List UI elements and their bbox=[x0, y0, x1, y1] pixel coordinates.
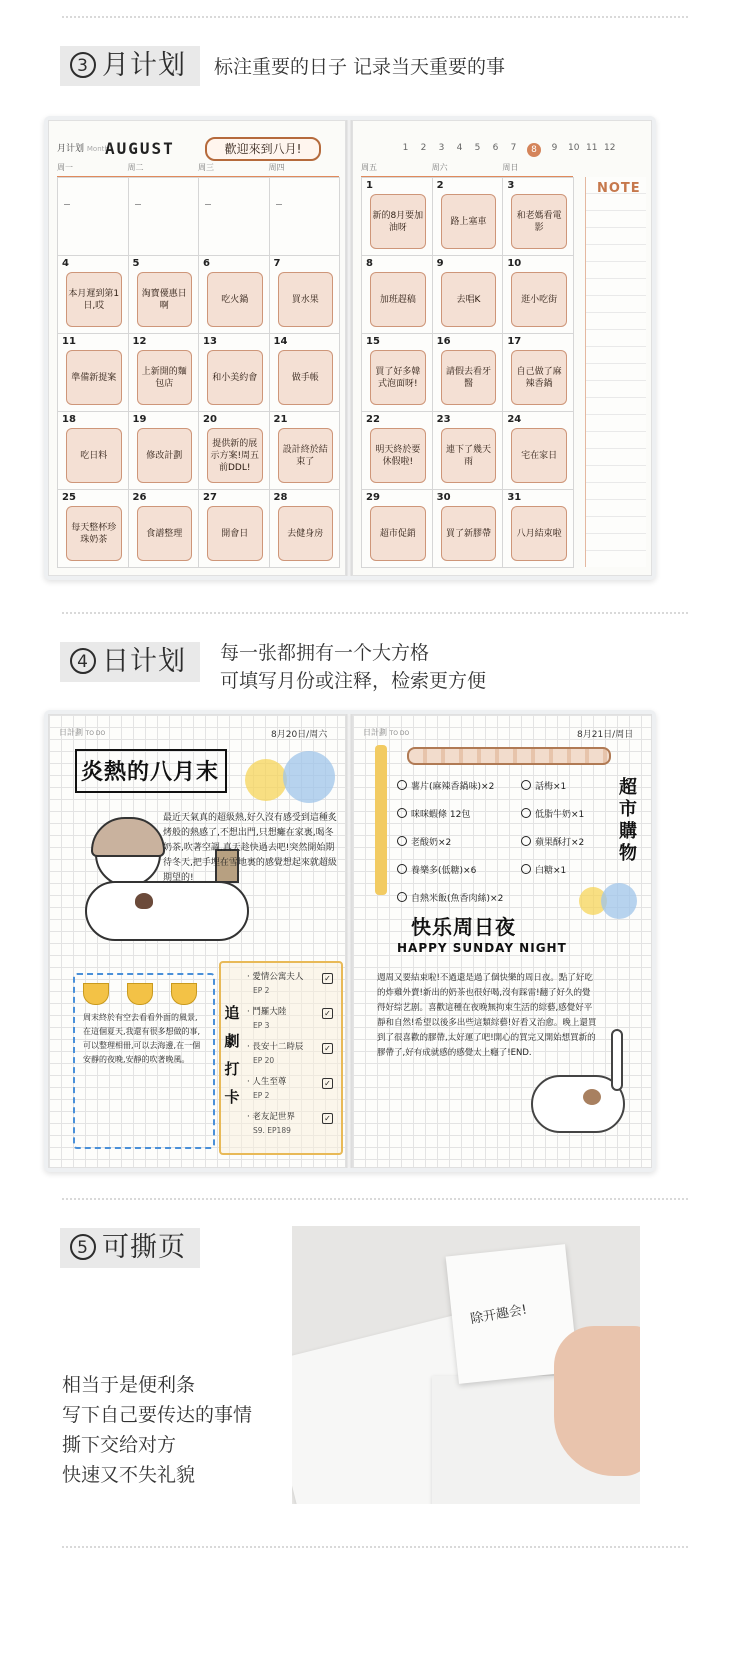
day-note: 吃火鍋 bbox=[207, 272, 263, 327]
calendar-cell bbox=[129, 178, 200, 256]
drama-name: · 長安十二時辰 bbox=[247, 1042, 304, 1052]
month-index-row bbox=[401, 143, 616, 157]
day-number: 27 bbox=[203, 492, 217, 503]
calendar-cell bbox=[362, 490, 433, 568]
day-number: 20 bbox=[203, 414, 217, 425]
day-note: 自己做了麻辣香鍋 bbox=[511, 350, 567, 405]
checkbox-circle-icon[interactable] bbox=[397, 780, 407, 790]
day-note: 淘寶優惠日啊 bbox=[137, 272, 193, 327]
shopping-item-text: 低脂牛奶×1 bbox=[535, 810, 585, 820]
day-number: 7 bbox=[273, 258, 281, 269]
day-number: 2 bbox=[436, 180, 444, 191]
calendar-cell bbox=[503, 334, 574, 412]
drama-name: · 老友記世界 bbox=[247, 1112, 295, 1122]
note-title: NOTE bbox=[597, 181, 641, 196]
daily-left-body: 最近天氣真的超級熱,好久沒有感受到這種炙烤般的熱感了,不想出門,只想癱在家裏,喝冬奶茶,吹著空調,真天趁快過去吧!突然開始期待冬天,把手埋在雪地裏的感覺想起來就超級期望的! bbox=[163, 813, 337, 883]
month-number: 8 bbox=[527, 143, 541, 157]
calendar-cell bbox=[503, 490, 574, 568]
day-note: 路上塞車 bbox=[441, 194, 497, 249]
drama-episode: EP 3 bbox=[253, 1021, 270, 1030]
drama-item bbox=[247, 1006, 335, 1041]
calendar-cell bbox=[129, 256, 200, 334]
check-icon[interactable]: ✓ bbox=[322, 1078, 333, 1089]
daily-spread bbox=[44, 710, 656, 1172]
shopping-item-text: 老酸奶×2 bbox=[411, 838, 452, 848]
month-number: 12 bbox=[604, 143, 616, 153]
calendar-cell bbox=[270, 334, 341, 412]
shopping-item-text: 話梅×1 bbox=[535, 782, 567, 792]
drama-episode: EP 2 bbox=[253, 1091, 270, 1100]
month-banner: 歡迎來到八月! bbox=[205, 137, 321, 161]
section-daily-description-2: 可填写月份或注释，检索更方便 bbox=[220, 670, 487, 692]
sticky-note-text: 除开趣会! bbox=[469, 1302, 529, 1328]
check-icon[interactable]: ✓ bbox=[322, 973, 333, 984]
day-number: 9 bbox=[436, 258, 444, 269]
calendar-grid-left bbox=[57, 177, 340, 568]
shopping-item-text: 蘋果酥打×2 bbox=[535, 838, 585, 848]
calendar-cell bbox=[58, 334, 129, 412]
day-note: 食譜整理 bbox=[137, 506, 193, 561]
calendar-cell bbox=[503, 256, 574, 334]
day-number: 5 bbox=[132, 258, 140, 269]
calendar-cell bbox=[58, 490, 129, 568]
checkbox-circle-icon[interactable] bbox=[397, 892, 407, 902]
section-number: 4 bbox=[70, 648, 96, 674]
description-line: 撕下交给对方 bbox=[62, 1434, 177, 1456]
section-title: 月计划 bbox=[102, 50, 186, 81]
section-tearable-header bbox=[60, 1228, 200, 1268]
calendar-cell bbox=[362, 256, 433, 334]
day-note: 超市促銷 bbox=[370, 506, 426, 561]
cat-tail bbox=[611, 1029, 623, 1091]
day-number: 26 bbox=[132, 492, 147, 503]
shopping-item bbox=[397, 779, 494, 792]
page-label bbox=[59, 727, 105, 738]
day-note: 提供新的展示方案!周五前DDL! bbox=[207, 428, 263, 483]
night-title-en: HAPPY SUNDAY NIGHT bbox=[397, 941, 567, 955]
calendar-cell bbox=[270, 256, 341, 334]
daily-title: 炎熱的八月末 bbox=[81, 760, 220, 785]
day-note: 新的8月要加油呀 bbox=[370, 194, 426, 249]
drama-episode: EP 20 bbox=[253, 1056, 275, 1065]
page-label-en: TO DO bbox=[389, 730, 410, 737]
day-note: 上新開的麵包店 bbox=[137, 350, 193, 405]
day-number: 25 bbox=[62, 492, 76, 503]
day-note: 去唱K bbox=[441, 272, 497, 327]
cat-patch bbox=[583, 1089, 601, 1105]
section-title: 可撕页 bbox=[102, 1232, 186, 1263]
day-number: 28 bbox=[273, 492, 288, 503]
month-number: 3 bbox=[438, 143, 445, 153]
drama-name: · 鬥羅大陸 bbox=[247, 1007, 287, 1017]
section-divider bbox=[62, 1198, 688, 1200]
day-note: 請假去看牙醫 bbox=[441, 350, 497, 405]
section-title: 日计划 bbox=[102, 646, 186, 677]
daily-left-page bbox=[48, 714, 346, 1168]
check-icon[interactable]: ✓ bbox=[322, 1113, 333, 1124]
calendar-cell bbox=[270, 490, 341, 568]
calendar-cell bbox=[433, 334, 504, 412]
calendar-cell bbox=[199, 490, 270, 568]
section-number: 5 bbox=[70, 1234, 96, 1260]
month-number: 5 bbox=[474, 143, 481, 153]
day-number: 29 bbox=[366, 492, 380, 503]
checkbox-circle-icon[interactable] bbox=[397, 808, 407, 818]
day-number: 1 bbox=[366, 180, 373, 191]
calendar-cell bbox=[129, 490, 200, 568]
monthly-left-page bbox=[48, 120, 346, 576]
shopping-item bbox=[521, 807, 584, 820]
yellow-circle-decoration bbox=[245, 759, 287, 801]
day-number: 12 bbox=[132, 336, 147, 347]
tulip-icon bbox=[171, 983, 197, 1005]
checkbox-circle-icon[interactable] bbox=[521, 780, 531, 790]
washi-tape bbox=[375, 745, 387, 895]
page-label bbox=[363, 727, 409, 738]
page-label-text: 日計劃 bbox=[59, 728, 83, 737]
daily-right-page bbox=[352, 714, 652, 1168]
day-note: 和小美約會 bbox=[207, 350, 263, 405]
drama-checklist-box bbox=[219, 961, 343, 1155]
shopping-item bbox=[397, 807, 470, 820]
drama-episode: EP 2 bbox=[253, 986, 270, 995]
day-number: 10 bbox=[507, 258, 522, 269]
weekday-label: 周二 bbox=[127, 163, 144, 172]
empty-cell-mark bbox=[205, 204, 211, 205]
day-number: 11 bbox=[62, 336, 76, 347]
day-note: 每天整杯珍珠奶茶 bbox=[66, 506, 122, 561]
drama-name: · 人生至尊 bbox=[247, 1077, 287, 1087]
shopping-item bbox=[521, 835, 584, 848]
tulip-note-box bbox=[73, 973, 215, 1149]
shopping-item-text: 養樂多(低糖)×6 bbox=[411, 866, 477, 876]
blue-circle-decoration bbox=[283, 751, 335, 803]
description-line: 相当于是便利条 bbox=[62, 1374, 196, 1396]
checkbox-circle-icon[interactable] bbox=[521, 864, 531, 874]
shopping-item bbox=[521, 779, 566, 792]
date-label: 8月20日/周六 bbox=[271, 730, 328, 740]
checkbox-circle-icon[interactable] bbox=[397, 836, 407, 846]
page-label-en: TO DO bbox=[85, 730, 106, 737]
tulip-note-text: 周末終於有空去看看外面的風景,在這個夏天,我還有很多想做的事,可以整理相冊,可以去海邊,在一個安靜的夜晚,安靜的吹著晚風。 bbox=[83, 1013, 201, 1064]
weekday-row bbox=[361, 162, 573, 177]
day-note: 八月結束啦 bbox=[511, 506, 567, 561]
monthly-right-page bbox=[352, 120, 652, 576]
day-number: 6 bbox=[203, 258, 210, 269]
shopping-item-text: 咪咪蝦條 12包 bbox=[411, 810, 471, 820]
section-daily-header bbox=[60, 642, 200, 682]
calendar-cell bbox=[433, 412, 504, 490]
day-number: 19 bbox=[132, 414, 147, 425]
drama-item bbox=[247, 971, 335, 1006]
day-note: 買了好多韓式泡面呀! bbox=[370, 350, 426, 405]
calendar-cell bbox=[58, 256, 129, 334]
section-number: 3 bbox=[70, 52, 96, 78]
day-note: 明天終於要休假啦! bbox=[370, 428, 426, 483]
tulip-row bbox=[83, 983, 197, 1005]
weekday-label: 周日 bbox=[502, 163, 519, 172]
month-number: 9 bbox=[551, 143, 558, 153]
day-number: 17 bbox=[507, 336, 522, 347]
calendar-cell bbox=[503, 178, 574, 256]
calendar-cell bbox=[270, 412, 341, 490]
description-line: 写下自己要传达的事情 bbox=[62, 1404, 253, 1426]
section-divider bbox=[62, 612, 688, 614]
page-label-text: 月计划 bbox=[57, 144, 85, 154]
girl-hair bbox=[91, 817, 165, 857]
drama-list bbox=[247, 971, 335, 1146]
empty-cell-mark bbox=[64, 204, 70, 205]
calendar-cell bbox=[199, 256, 270, 334]
hand-image bbox=[554, 1326, 640, 1476]
day-note: 買水果 bbox=[278, 272, 334, 327]
date-label: 8月21日/周日 bbox=[577, 730, 634, 740]
checkbox-circle-icon[interactable] bbox=[521, 836, 531, 846]
heart-patch bbox=[135, 893, 153, 909]
page-label-en: Month bbox=[86, 145, 109, 153]
empty-cell-mark bbox=[276, 204, 282, 205]
calendar-cell bbox=[433, 178, 504, 256]
blue-circle-decoration bbox=[601, 883, 637, 919]
drama-name: · 愛情公寓夫人 bbox=[247, 972, 304, 982]
calendar-cell bbox=[362, 334, 433, 412]
weekday-label: 周三 bbox=[198, 163, 214, 172]
day-note: 去健身房 bbox=[278, 506, 334, 561]
day-number: 18 bbox=[62, 414, 76, 425]
shopping-item-text: 白糖×1 bbox=[535, 866, 567, 876]
day-number: 8 bbox=[366, 258, 373, 269]
tulip-icon bbox=[127, 983, 153, 1005]
section-daily-description-1: 每一张都拥有一个大方格 bbox=[220, 642, 430, 664]
section-monthly-description: 标注重要的日子 记录当天重要的事 bbox=[214, 56, 506, 78]
shopping-item-text: 自熱米飯(魚香肉絲)×2 bbox=[411, 894, 504, 904]
month-number: 11 bbox=[586, 143, 598, 153]
day-number: 23 bbox=[436, 414, 451, 425]
weekday-label: 周一 bbox=[57, 163, 73, 172]
description-line: 快速又不失礼貌 bbox=[62, 1464, 196, 1486]
day-number: 4 bbox=[62, 258, 69, 269]
day-number: 15 bbox=[366, 336, 380, 347]
day-note: 吃日料 bbox=[66, 428, 122, 483]
calendar-cell bbox=[199, 178, 270, 256]
day-note: 連下了幾天雨 bbox=[441, 428, 497, 483]
page-label-text: 日計劃 bbox=[363, 728, 387, 737]
drama-item bbox=[247, 1111, 335, 1146]
month-title: AUGUST bbox=[105, 139, 175, 158]
calendar-grid-right bbox=[361, 177, 574, 568]
day-number: 30 bbox=[436, 492, 451, 503]
calendar-cell bbox=[199, 334, 270, 412]
day-note: 開會日 bbox=[207, 506, 263, 561]
weekday-label: 周四 bbox=[268, 163, 285, 172]
day-note: 和老媽看電影 bbox=[511, 194, 567, 249]
top-divider bbox=[62, 16, 688, 18]
calendar-cell bbox=[129, 412, 200, 490]
monthly-spread bbox=[44, 116, 656, 580]
day-note: 買了新膠帶 bbox=[441, 506, 497, 561]
tulip-icon bbox=[83, 983, 109, 1005]
day-number: 24 bbox=[507, 414, 522, 425]
calendar-cell bbox=[433, 256, 504, 334]
calendar-cell bbox=[58, 178, 129, 256]
calendar-cell bbox=[58, 412, 129, 490]
day-number: 16 bbox=[436, 336, 451, 347]
night-title: 快乐周日夜 bbox=[411, 915, 516, 939]
month-number: 10 bbox=[568, 143, 580, 153]
calendar-cell bbox=[270, 178, 341, 256]
day-note: 修改計劃 bbox=[137, 428, 193, 483]
weekday-label: 周五 bbox=[361, 163, 377, 172]
section-tearable-description bbox=[62, 1370, 252, 1490]
calendar-cell bbox=[362, 412, 433, 490]
shopping-item bbox=[397, 863, 476, 876]
day-note: 逛小吃街 bbox=[511, 272, 567, 327]
month-number: 2 bbox=[420, 143, 427, 153]
check-icon[interactable]: ✓ bbox=[322, 1043, 333, 1054]
day-number: 14 bbox=[273, 336, 288, 347]
chain-decoration bbox=[407, 747, 611, 765]
calendar-cell bbox=[362, 178, 433, 256]
month-number: 7 bbox=[510, 143, 517, 153]
day-number: 13 bbox=[203, 336, 217, 347]
drama-episode: S9. EP189 bbox=[253, 1126, 291, 1135]
cat-illustration bbox=[529, 1053, 633, 1153]
day-number: 21 bbox=[273, 414, 288, 425]
day-number: 31 bbox=[507, 492, 522, 503]
calendar-cell bbox=[199, 412, 270, 490]
day-note: 準備新提案 bbox=[66, 350, 122, 405]
day-note: 做手帳 bbox=[278, 350, 334, 405]
check-icon[interactable]: ✓ bbox=[322, 1008, 333, 1019]
weekday-row bbox=[57, 162, 339, 177]
tearable-page-photo bbox=[292, 1226, 640, 1504]
day-note: 設計終於結束了 bbox=[278, 428, 334, 483]
calendar-cell bbox=[503, 412, 574, 490]
shopping-item bbox=[397, 891, 503, 904]
drama-item bbox=[247, 1076, 335, 1111]
page-label bbox=[57, 141, 109, 154]
drama-title: 追劇打卡 bbox=[224, 1004, 240, 1106]
day-number: 3 bbox=[507, 180, 515, 191]
shopping-title: 超市購物 bbox=[619, 777, 637, 864]
section-monthly-header bbox=[60, 46, 200, 86]
note-column bbox=[585, 177, 646, 567]
shopping-item bbox=[521, 863, 566, 876]
day-note: 宅在家日 bbox=[511, 428, 567, 483]
month-number: 6 bbox=[492, 143, 499, 153]
calendar-cell bbox=[129, 334, 200, 412]
calendar-cell bbox=[433, 490, 504, 568]
checkbox-circle-icon[interactable] bbox=[521, 808, 531, 818]
day-number: 22 bbox=[366, 414, 380, 425]
empty-cell-mark bbox=[135, 204, 141, 205]
shopping-item-text: 薯片(麻辣香鍋味)×2 bbox=[411, 782, 495, 792]
month-number: 1 bbox=[402, 143, 409, 153]
month-number: 4 bbox=[456, 143, 463, 153]
bottom-divider bbox=[62, 1546, 688, 1548]
checkbox-circle-icon[interactable] bbox=[397, 864, 407, 874]
day-note: 加班趕稿 bbox=[370, 272, 426, 327]
drama-item bbox=[247, 1041, 335, 1076]
weekday-label: 周六 bbox=[431, 163, 448, 172]
day-note: 本月遲到第1日,哎 bbox=[66, 272, 122, 327]
shopping-item bbox=[397, 835, 451, 848]
night-body: 週周又要結束啦!不過還是過了個快樂的周日夜。點了好吃的炸雞外賣!新出的奶茶也很好喝,沒有踩雷!翻了好久的覺得好综艺剧。喜歡這種在夜晚無拘束生活的綜藝,感覺好平靜和自然!希望以後多出些這類綜藝!好看又治愈。晚上還買到了很喜歡的膠帶,太好運了吧!開心的買完又開始想買新的膠帶了,好有成就感的感覺太上癮了!END. bbox=[377, 973, 597, 1058]
